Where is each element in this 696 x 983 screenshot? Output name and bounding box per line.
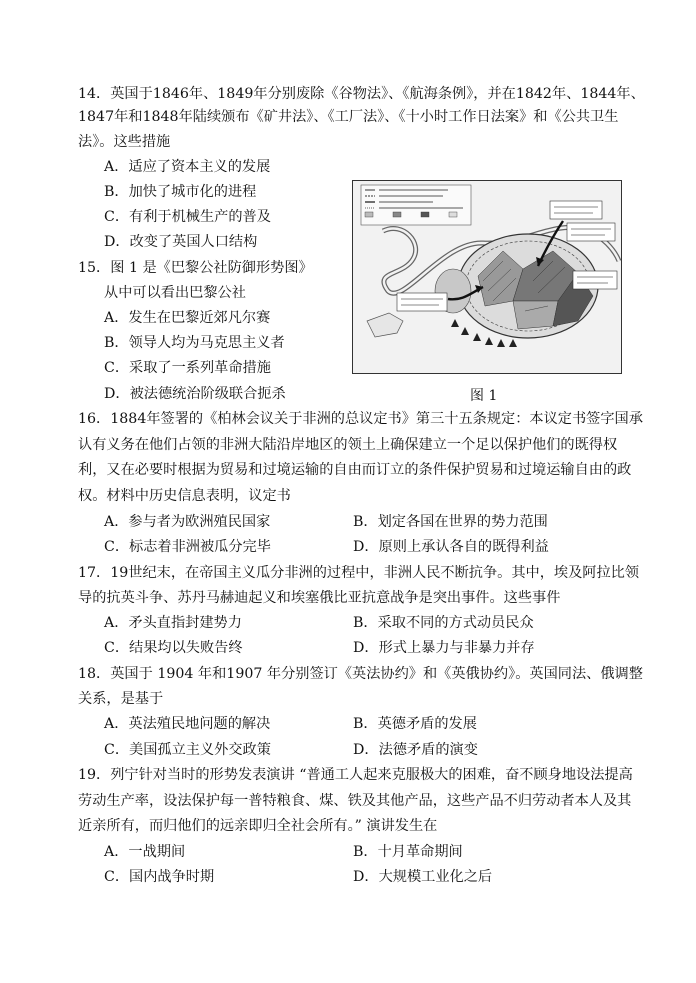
paris-commune-map-figure [352, 180, 622, 374]
q19-stem-line-2: 劳动生产率，设法保护每一普特粮食、煤、铁及其他产品，这些产品不归劳动者本人及其 [78, 793, 632, 809]
q18-option-b: B．英德矛盾的发展 [353, 716, 477, 732]
q15-stem-line-2: 从中可以看出巴黎公社 [104, 285, 246, 301]
q17-option-c: C．结果均以失败告终 [104, 640, 243, 656]
q16-stem-line-2: 认有义务在他们占领的非洲大陆沿岸地区的领土上确保建立一个足以保护他们的既得权 [78, 437, 618, 453]
q14-stem-line-3: 法》。这些措施 [78, 134, 171, 150]
map-note-north [550, 201, 602, 219]
q16-stem-line-1: 16．1884年签署的《柏林会议关于非洲的总议定书》第三十五条规定：本议定书签字国承 [78, 411, 643, 427]
q15-option-d: D．被法德统治阶级联合扼杀 [104, 386, 286, 402]
q19-stem-line-1: 19．列宁针对当时的形势发表演讲 “普通工人起来克服极大的困难，奋不顾身地设法提高 [78, 767, 633, 783]
q17-option-a: A．矛头直指封建势力 [104, 615, 242, 631]
q19-option-b: B．十月革命期间 [353, 844, 463, 860]
map-note-southeast [573, 271, 617, 289]
q15-option-c: C．采取了一系列革命措施 [104, 360, 271, 376]
q14-option-d: D．改变了英国人口结构 [104, 234, 258, 250]
q14-option-b: B．加快了城市化的进程 [104, 184, 257, 200]
q18-option-d: D．法德矛盾的演变 [353, 742, 478, 758]
q19-option-c: C．国内战争时期 [104, 869, 215, 885]
map-note-east [567, 223, 615, 241]
q18-stem-line-2: 关系，是基于 [78, 691, 164, 707]
map-note-west [397, 293, 447, 311]
q14-stem-line-2: 1847年和1848年陆续颁布《矿井法》、《工厂法》、《十小时工作日法案》和《公共卫生 [78, 109, 619, 125]
q18-option-a: A．英法殖民地问题的解决 [104, 716, 271, 732]
q15-option-a: A．发生在巴黎近郊凡尔赛 [104, 310, 271, 326]
q19-option-d: D．大规模工业化之后 [353, 869, 493, 885]
q14-option-c: C．有利于机械生产的普及 [104, 209, 271, 225]
q19-stem-line-3: 近亲所有，而归他们的远亲即归全社会所有。” 演讲发生在 [78, 818, 438, 834]
q17-stem-line-1: 17．19世纪末，在帝国主义瓜分非洲的过程中，非洲人民不断抗争。其中，埃及阿拉比领 [78, 565, 640, 581]
q16-stem-line-3: 利，又在必要时根据为贸易和过境运输的自由而订立的条件保护贸易和过境运输自由的政 [78, 462, 632, 478]
q17-stem-line-2: 导的抗英斗争、苏丹马赫迪起义和埃塞俄比亚抗意战争是突出事件。这些事件 [78, 590, 561, 606]
q18-stem-line-1: 18．英国于 1904 年和1907 年分别签订《英法协约》和《英俄协约》。英国同法、俄调整 [78, 666, 643, 682]
q16-stem-line-4: 权。材料中历史信息表明，议定书 [78, 488, 291, 504]
q17-option-d: D．形式上暴力与非暴力并存 [353, 640, 535, 656]
q17-option-b: B．采取不同的方式动员民众 [353, 615, 534, 631]
q16-option-a: A．参与者为欧洲殖民国家 [104, 514, 271, 530]
q19-option-a: A．一战期间 [104, 844, 186, 860]
q15-option-b: B．领导人均为马克思主义者 [104, 335, 285, 351]
map-illustration [353, 181, 621, 373]
map-legend-box [361, 185, 471, 225]
figure-1-caption: 图 1 [470, 388, 498, 404]
q14-option-a: A．适应了资本主义的发展 [104, 159, 271, 175]
q15-stem-line-1: 15．图 1 是《巴黎公社防御形势图》 [78, 260, 313, 276]
q16-option-d: D．原则上承认各自的既得利益 [353, 539, 549, 555]
q14-stem-line-1: 14．英国于1846年、1849年分别废除《谷物法》、《航海条例》，并在1842年、1844年、 [78, 86, 645, 102]
q16-option-c: C．标志着非洲被瓜分完毕 [104, 539, 271, 555]
q18-option-c: C．美国孤立主义外交政策 [104, 742, 271, 758]
q16-option-b: B．划定各国在世界的势力范围 [353, 514, 548, 530]
